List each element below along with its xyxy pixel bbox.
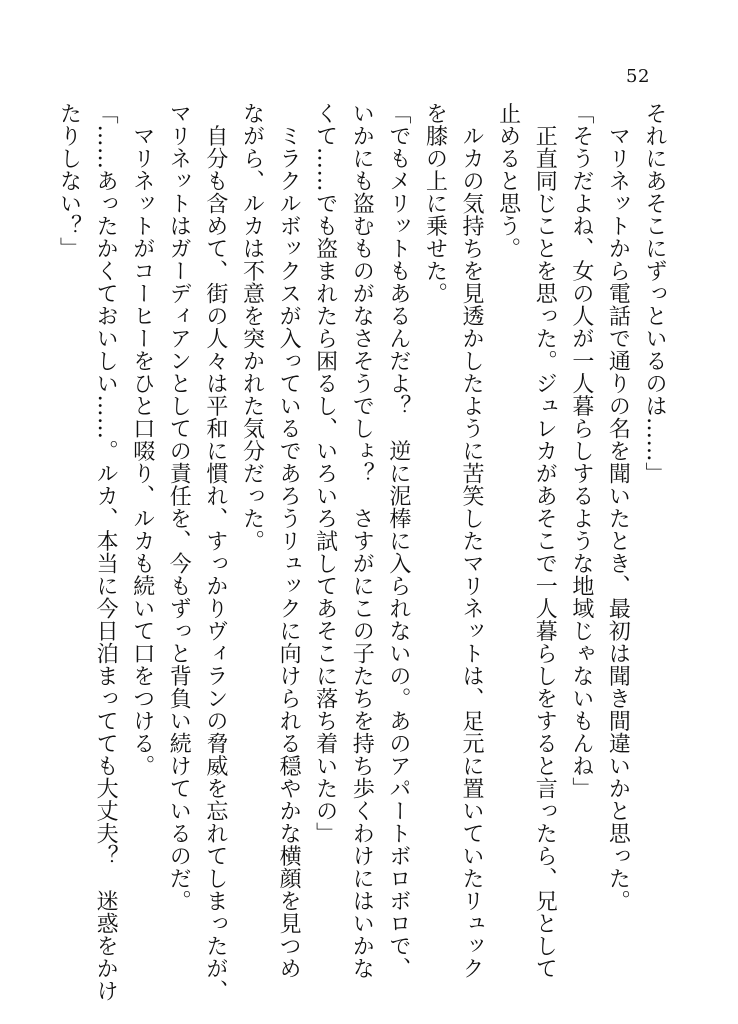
text-line: 「そうだよね、女の人が一人暮らしするような地域じゃないもんね」 [568, 102, 594, 800]
text-line: を膝の上に乗せた。 [422, 102, 448, 305]
text-line: 正直同じことを思った。ジュレカがあそこで一人暮らしをすると言ったら、兄として [532, 102, 558, 980]
text-line: たりしない？」 [56, 102, 82, 260]
text-line: ルカの気持ちを見透かしたように苦笑したマリネットは、足元に置いていたリュック [459, 102, 485, 980]
novel-text-body [50, 102, 672, 1002]
text-line: ミラクルボックスが入っているであろうリュックに向けられる穏やかな横顔を見つめ [276, 102, 302, 980]
text-line: ながら、ルカは不意を突かれた気分だった。 [239, 102, 265, 552]
text-line: 「……あったかくておいしい……。ルカ、本当に今日泊まってても大丈夫？ 迷惑をかけ [93, 102, 119, 1002]
text-line: いかにも盗むものがなさそうでしょ？ さすがにこの子たちを持ち歩くわけにはいかな [349, 102, 375, 980]
text-line: 自分も含めて、街の人々は平和に慣れ、すっかりヴィランの脅威を忘れてしまったが、 [202, 102, 228, 1002]
text-line: 「でもメリットもあるんだよ？ 逆に泥棒に入られないの。あのアパートボロボロで、 [385, 102, 411, 980]
page-number: 52 [626, 66, 650, 87]
text-line: 止めると思う。 [495, 102, 521, 260]
text-line: マリネットはガーディアンとしての責任を、今もずっと背負い続けているのだ。 [166, 102, 192, 912]
text-line: くて……でも盗まれたら困るし、いろいろ試してあそこに落ち着いたの」 [312, 102, 338, 845]
text-line: それにあそこにずっといるのは……」 [642, 102, 667, 485]
text-line: マリネットがコーヒーをひと口啜り、ルカも続いて口をつける。 [129, 102, 155, 777]
text-line: マリネットから電話で通りの名を聞いたとき、最初は聞き間違いかと思った。 [605, 102, 631, 912]
